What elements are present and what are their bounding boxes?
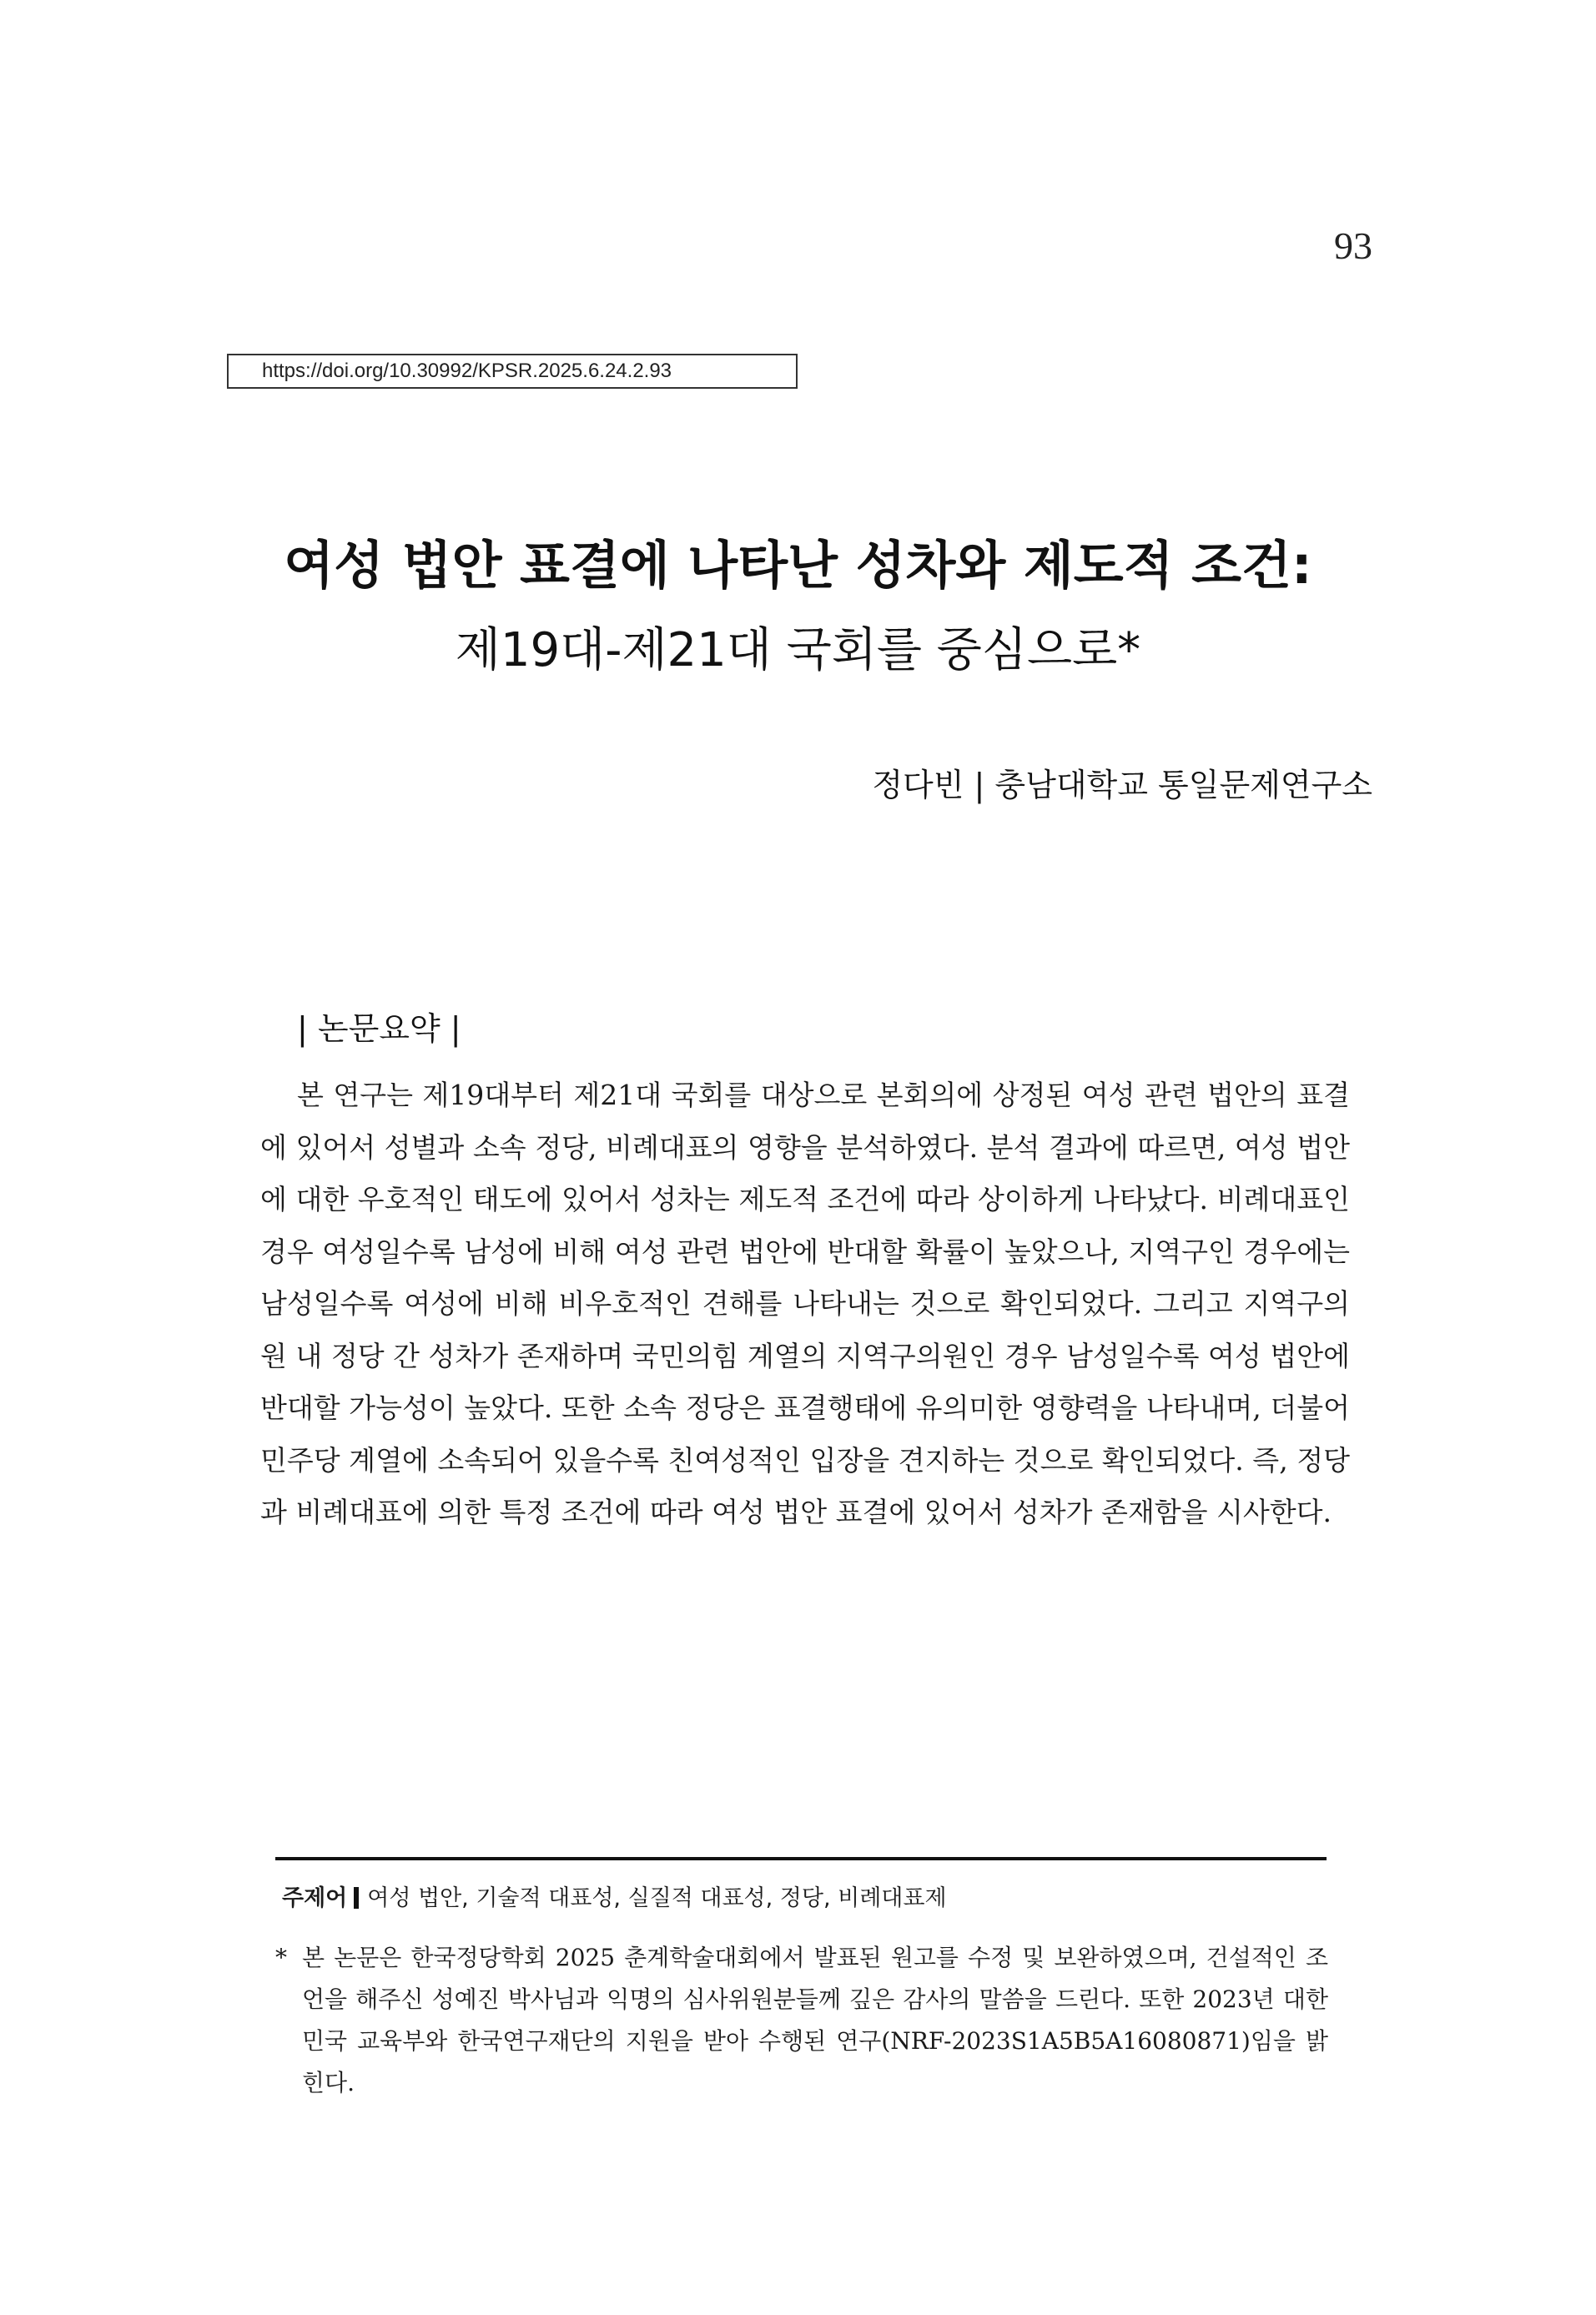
keywords <box>282 1879 947 1919</box>
abstract-body <box>260 1069 1350 1539</box>
author-affiliation: 정다빈 | 충남대학교 통일문제연구소 <box>872 767 1372 803</box>
page-number: 93 <box>1334 224 1372 267</box>
footnote-text: 본 논문은 한국정당학회 2025 춘계학술대회에서 발표된 원고를 수정 및 보완하였으며, 건설적인 조언을 해주신 성예진 박사님과 익명의 심사위원분들께 깊은 감사의 말씀을 드린다. 또한 2023년 대한민국 교육부와 한국연구재단의 지원을 받아 수행된 연구(NRF-2023S1A5B5A16080871)임을 밝힌다. <box>302 1944 1329 2096</box>
keywords-label: 주제어 <box>282 1885 348 1911</box>
keywords-text: 여성 법안, 기술적 대표성, 실질적 대표성, 정당, 비례대표제 <box>367 1885 947 1911</box>
paper-subtitle: 제19대-제21대 국회를 중심으로* <box>455 623 1141 677</box>
abstract-heading: | 논문요약 | <box>297 1010 461 1047</box>
keywords-separator-icon <box>354 1887 359 1909</box>
footnote <box>275 1937 1328 2104</box>
paper-title: 여성 법안 표결에 나타난 성차와 제도적 조건: <box>284 535 1312 596</box>
abstract-paragraph: 본 연구는 제19대부터 제21대 국회를 대상으로 본회의에 상정된 여성 관련 법안의 표결에 있어서 성별과 소속 정당, 비례대표의 영향을 분석하였다. 분석 결과에 따르면, 여성 법안에 대한 우호적인 태도에 있어서 성차는 제도적 조건에 따라 상이하게 나타났다. 비례대표인 경우 여성일수록 남성에 비해 여성 관련 법안에 반대할 확률이 높았으나, 지역구인 경우에는 남성일수록 여성에 비해 비우호적인 견해를 나타내는 것으로 확인되었다. 그리고 지역구의원 내 정당 간 성차가 존재하며 국민의힘 계열의 지역구의원인 경우 남성일수록 여성 법안에 반대할 가능성이 높았다. 또한 소속 정당은 표결행태에 유의미한 영향력을 나타내며, 더불어민주당 계열에 소속되어 있을수록 친여성적인 입장을 견지하는 것으로 확인되었다. 즉, 정당과 비례대표에 의한 특정 조건에 따라 여성 법안 표결에 있어서 성차가 존재함을 시사한다. <box>260 1079 1350 1528</box>
footnote-mark: * <box>275 1944 287 1971</box>
doi-link[interactable]: https://doi.org/10.30992/KPSR.2025.6.24.2.93 <box>227 354 798 389</box>
section-divider <box>275 1857 1327 1860</box>
